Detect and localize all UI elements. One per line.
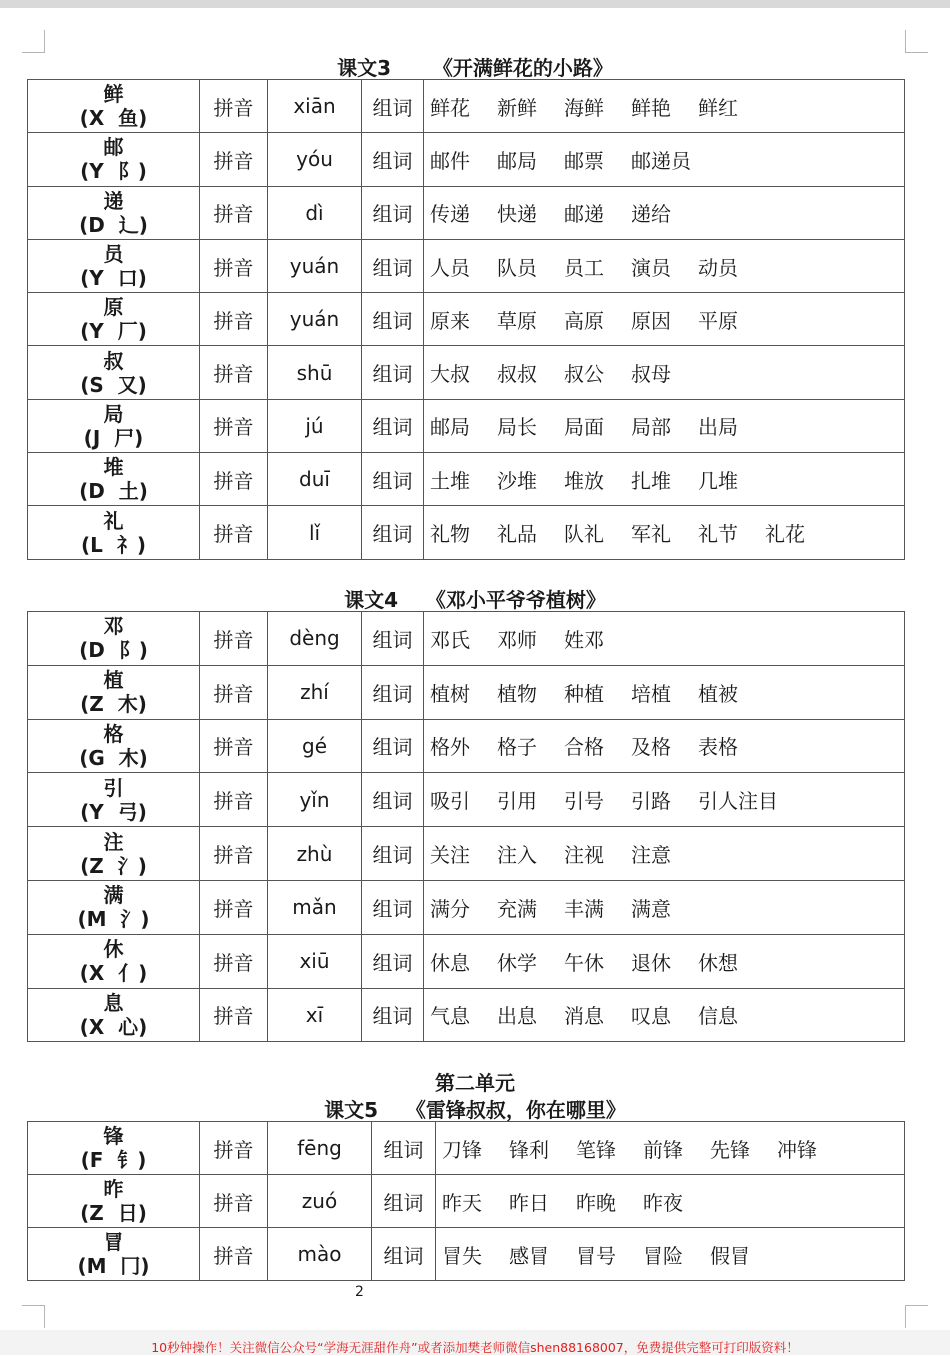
word-item: 格子 <box>497 735 537 760</box>
word-item: 前锋 <box>643 1137 683 1162</box>
pinyin-label: 拼音 <box>200 934 268 988</box>
word-item: 大叔 <box>430 362 470 387</box>
radical-hint: (F 钅) <box>80 1148 147 1172</box>
word-item: 锋利 <box>509 1137 549 1162</box>
hanzi-character: 原 <box>103 295 124 320</box>
word-item: 引号 <box>564 789 604 814</box>
word-item: 感冒 <box>509 1243 549 1268</box>
word-item: 队礼 <box>564 522 604 547</box>
word-item: 出局 <box>698 415 738 440</box>
word-item: 员工 <box>564 255 604 280</box>
word-item: 满意 <box>631 896 671 921</box>
table-row <box>28 612 905 666</box>
vocab-table <box>27 1121 905 1281</box>
table-row <box>28 1175 905 1228</box>
pinyin-value: xiān <box>268 80 362 133</box>
word-item: 培植 <box>631 681 671 706</box>
word-item: 叔母 <box>631 362 671 387</box>
hanzi-character: 休 <box>103 937 124 962</box>
word-list <box>424 506 905 559</box>
radical-hint: (X 亻) <box>79 961 148 986</box>
hanzi-character: 邓 <box>103 614 124 639</box>
pinyin-label: 拼音 <box>200 293 268 346</box>
word-item: 及格 <box>631 735 671 760</box>
word-item: 队员 <box>497 255 537 280</box>
word-list <box>424 719 905 773</box>
radical-hint: (L 礻) <box>81 532 146 557</box>
word-item: 原来 <box>430 308 470 333</box>
word-item: 局面 <box>564 415 604 440</box>
word-list <box>424 988 905 1042</box>
words-label: 组词 <box>362 133 424 186</box>
pinyin-label: 拼音 <box>200 827 268 881</box>
pinyin-value: gé <box>268 719 362 773</box>
words-label: 组词 <box>362 880 424 934</box>
word-item: 注意 <box>631 843 671 868</box>
radical-hint: (S 又) <box>80 372 147 397</box>
word-item: 昨天 <box>442 1190 482 1215</box>
table-row <box>28 1228 905 1281</box>
word-item: 原因 <box>631 308 671 333</box>
word-item: 满分 <box>430 896 470 921</box>
word-item: 邮递 <box>564 202 604 227</box>
word-item: 冒险 <box>643 1243 683 1268</box>
vocab-table <box>27 611 905 1042</box>
lesson-title: 课文5 《雷锋叔叔，你在哪里》 <box>324 1098 626 1122</box>
word-item: 递给 <box>631 202 671 227</box>
word-item: 引人注目 <box>698 789 778 814</box>
word-item: 叔叔 <box>497 362 537 387</box>
word-list <box>424 827 905 881</box>
pinyin-value: shū <box>268 346 362 399</box>
radical-hint: (Y 阝) <box>80 159 147 184</box>
word-item: 植树 <box>430 681 470 706</box>
hanzi-character: 昨 <box>103 1177 124 1201</box>
word-list <box>436 1122 905 1175</box>
footer-notice: 10秒钟操作！关注微信公众号“学海无涯甜作舟”或者添加樊老师微信shen88168007，免费提供完整可打印版资料！ <box>151 1340 799 1355</box>
word-item: 人员 <box>430 255 470 280</box>
words-label: 组词 <box>362 988 424 1042</box>
pinyin-value: duī <box>268 453 362 506</box>
pinyin-value: mǎn <box>268 880 362 934</box>
hanzi-character: 叔 <box>103 348 124 373</box>
hanzi-character: 注 <box>103 829 124 854</box>
pinyin-value: yuán <box>268 293 362 346</box>
word-item: 假冒 <box>710 1243 750 1268</box>
pinyin-value: lǐ <box>268 506 362 559</box>
words-label: 组词 <box>362 346 424 399</box>
word-item: 鲜艳 <box>631 95 671 120</box>
pinyin-value: zhù <box>268 827 362 881</box>
crop-mark-top-right <box>905 30 928 53</box>
words-label: 组词 <box>372 1228 436 1281</box>
word-item: 植被 <box>698 681 738 706</box>
pinyin-value: mào <box>268 1228 372 1281</box>
character-cell <box>28 506 200 559</box>
word-item: 冒号 <box>576 1243 616 1268</box>
word-item: 引路 <box>631 789 671 814</box>
word-item: 植物 <box>497 681 537 706</box>
word-item: 昨日 <box>509 1190 549 1215</box>
words-label: 组词 <box>362 239 424 292</box>
character-cell <box>28 133 200 186</box>
radical-hint: (M 氵) <box>77 907 150 932</box>
word-list <box>424 293 905 346</box>
radical-hint: (D 土) <box>79 479 148 504</box>
words-label: 组词 <box>362 827 424 881</box>
word-item: 姓邓 <box>564 627 604 652</box>
radical-hint: (Z 氵) <box>80 853 147 878</box>
hanzi-character: 礼 <box>103 508 124 533</box>
table-row <box>28 186 905 239</box>
word-item: 几堆 <box>698 468 738 493</box>
word-item: 种植 <box>564 681 604 706</box>
pinyin-label: 拼音 <box>200 1122 268 1175</box>
character-cell <box>28 239 200 292</box>
lesson-title: 课文4 《邓小平爷爷植树》 <box>344 588 606 612</box>
character-cell <box>28 293 200 346</box>
words-label: 组词 <box>362 719 424 773</box>
character-cell <box>28 399 200 452</box>
pinyin-value: xī <box>268 988 362 1042</box>
radical-hint: (X 鱼) <box>79 106 148 131</box>
word-item: 高原 <box>564 308 604 333</box>
table-row <box>28 719 905 773</box>
word-item: 新鲜 <box>497 95 537 120</box>
word-item: 邓氏 <box>430 627 470 652</box>
word-item: 局部 <box>631 415 671 440</box>
character-cell <box>28 988 200 1042</box>
character-cell <box>28 719 200 773</box>
character-cell <box>28 186 200 239</box>
pinyin-value: yǐn <box>268 773 362 827</box>
word-item: 邮局 <box>497 148 537 173</box>
hanzi-character: 递 <box>103 188 124 213</box>
pinyin-label: 拼音 <box>200 453 268 506</box>
pinyin-label: 拼音 <box>200 1228 268 1281</box>
pinyin-value: dèng <box>268 612 362 666</box>
word-item: 礼花 <box>765 522 805 547</box>
pinyin-value: xiū <box>268 934 362 988</box>
word-item: 动员 <box>698 255 738 280</box>
radical-hint: (Y 弓) <box>80 799 147 824</box>
hanzi-character: 堆 <box>103 455 124 480</box>
pinyin-label: 拼音 <box>200 133 268 186</box>
radical-hint: (D 阝) <box>79 638 148 663</box>
word-list <box>424 453 905 506</box>
word-item: 礼物 <box>430 522 470 547</box>
table-row <box>28 773 905 827</box>
word-list <box>424 239 905 292</box>
word-list <box>424 80 905 133</box>
word-list <box>424 880 905 934</box>
word-item: 平原 <box>698 308 738 333</box>
table-row <box>28 1122 905 1175</box>
word-item: 出息 <box>497 1004 537 1029</box>
page-number: 2 <box>355 1284 364 1300</box>
pinyin-label: 拼音 <box>200 988 268 1042</box>
word-item: 合格 <box>564 735 604 760</box>
table-row <box>28 346 905 399</box>
table-row <box>28 239 905 292</box>
word-item: 沙堆 <box>497 468 537 493</box>
hanzi-character: 鲜 <box>103 82 124 107</box>
word-item: 礼节 <box>698 522 738 547</box>
word-item: 信息 <box>698 1004 738 1029</box>
word-item: 午休 <box>564 950 604 975</box>
word-item: 邮递员 <box>631 148 691 173</box>
word-item: 休息 <box>430 950 470 975</box>
table-row <box>28 934 905 988</box>
word-item: 草原 <box>497 308 537 333</box>
table-row <box>28 506 905 559</box>
table-row <box>28 399 905 452</box>
hanzi-character: 息 <box>103 990 124 1015</box>
hanzi-character: 满 <box>103 883 124 908</box>
pinyin-value: yóu <box>268 133 362 186</box>
words-label: 组词 <box>372 1122 436 1175</box>
crop-mark-top-left <box>22 30 45 53</box>
radical-hint: (M 冂) <box>77 1254 150 1278</box>
word-item: 冲锋 <box>777 1137 817 1162</box>
table-row <box>28 293 905 346</box>
pinyin-label: 拼音 <box>200 719 268 773</box>
word-item: 休想 <box>698 950 738 975</box>
lesson-title: 课文3 《开满鲜花的小路》 <box>337 56 613 80</box>
words-label: 组词 <box>362 399 424 452</box>
pinyin-label: 拼音 <box>200 239 268 292</box>
word-list <box>424 612 905 666</box>
table-row <box>28 665 905 719</box>
radical-hint: (Y 口) <box>80 266 147 291</box>
radical-hint: (Z 日) <box>80 1201 147 1225</box>
pinyin-label: 拼音 <box>200 665 268 719</box>
word-item: 传递 <box>430 202 470 227</box>
word-item: 邓师 <box>497 627 537 652</box>
words-label: 组词 <box>362 773 424 827</box>
word-item: 休学 <box>497 950 537 975</box>
word-item: 鲜花 <box>430 95 470 120</box>
pinyin-value: jú <box>268 399 362 452</box>
words-label: 组词 <box>362 453 424 506</box>
table-row <box>28 827 905 881</box>
word-item: 邮局 <box>430 415 470 440</box>
hanzi-character: 局 <box>103 401 124 426</box>
word-list <box>424 186 905 239</box>
word-item: 演员 <box>631 255 671 280</box>
word-list <box>424 399 905 452</box>
word-item: 笔锋 <box>576 1137 616 1162</box>
word-item: 关注 <box>430 843 470 868</box>
pinyin-label: 拼音 <box>200 346 268 399</box>
words-label: 组词 <box>362 934 424 988</box>
character-cell <box>28 880 200 934</box>
hanzi-character: 邮 <box>103 135 124 160</box>
word-item: 刀锋 <box>442 1137 482 1162</box>
hanzi-character: 格 <box>103 721 124 746</box>
word-item: 表格 <box>698 735 738 760</box>
radical-hint: (X 心) <box>79 1014 148 1039</box>
words-label: 组词 <box>362 80 424 133</box>
table-row <box>28 880 905 934</box>
word-item: 充满 <box>497 896 537 921</box>
character-cell <box>28 665 200 719</box>
character-cell <box>28 1122 200 1175</box>
table-row <box>28 80 905 133</box>
hanzi-character: 植 <box>103 668 124 693</box>
pinyin-label: 拼音 <box>200 612 268 666</box>
vocab-table <box>27 79 905 560</box>
word-item: 冒失 <box>442 1243 482 1268</box>
top-bar <box>0 0 950 8</box>
table-row <box>28 133 905 186</box>
word-item: 土堆 <box>430 468 470 493</box>
word-list <box>424 665 905 719</box>
word-item: 局长 <box>497 415 537 440</box>
word-item: 消息 <box>564 1004 604 1029</box>
pinyin-label: 拼音 <box>200 399 268 452</box>
word-item: 退休 <box>631 950 671 975</box>
hanzi-character: 员 <box>103 242 124 267</box>
word-item: 邮件 <box>430 148 470 173</box>
word-item: 叹息 <box>631 1004 671 1029</box>
character-cell <box>28 453 200 506</box>
words-label: 组词 <box>362 665 424 719</box>
radical-hint: (Y 厂) <box>80 319 147 344</box>
word-list <box>436 1175 905 1228</box>
character-cell <box>28 346 200 399</box>
pinyin-value: fēng <box>268 1122 372 1175</box>
character-cell <box>28 612 200 666</box>
pinyin-label: 拼音 <box>200 80 268 133</box>
word-list <box>424 133 905 186</box>
word-item: 先锋 <box>710 1137 750 1162</box>
hanzi-character: 锋 <box>103 1124 124 1148</box>
character-cell <box>28 1228 200 1281</box>
pinyin-label: 拼音 <box>200 1175 268 1228</box>
word-item: 军礼 <box>631 522 671 547</box>
word-item: 邮票 <box>564 148 604 173</box>
radical-hint: (Z 木) <box>80 692 147 717</box>
crop-mark-bottom-left <box>22 1305 45 1328</box>
words-label: 组词 <box>362 186 424 239</box>
word-item: 引用 <box>497 789 537 814</box>
word-item: 叔公 <box>564 362 604 387</box>
words-label: 组词 <box>362 612 424 666</box>
words-label: 组词 <box>372 1175 436 1228</box>
pinyin-value: dì <box>268 186 362 239</box>
word-item: 气息 <box>430 1004 470 1029</box>
word-item: 昨夜 <box>643 1190 683 1215</box>
word-item: 注入 <box>497 843 537 868</box>
word-item: 吸引 <box>430 789 470 814</box>
word-item: 堆放 <box>564 468 604 493</box>
pinyin-label: 拼音 <box>200 880 268 934</box>
character-cell <box>28 827 200 881</box>
word-item: 格外 <box>430 735 470 760</box>
word-list <box>424 346 905 399</box>
pinyin-label: 拼音 <box>200 773 268 827</box>
radical-hint: (G 木) <box>79 745 148 770</box>
words-label: 组词 <box>362 293 424 346</box>
radical-hint: (J 尸) <box>83 425 144 450</box>
character-cell <box>28 934 200 988</box>
hanzi-character: 冒 <box>103 1230 124 1254</box>
word-list <box>436 1228 905 1281</box>
word-list <box>424 934 905 988</box>
words-label: 组词 <box>362 506 424 559</box>
crop-mark-bottom-right <box>905 1305 928 1328</box>
character-cell <box>28 773 200 827</box>
unit-title: 第二单元 <box>435 1071 515 1095</box>
word-item: 扎堆 <box>631 468 671 493</box>
radical-hint: (D 辶) <box>79 212 148 237</box>
hanzi-character: 引 <box>103 775 124 800</box>
word-item: 海鲜 <box>564 95 604 120</box>
pinyin-value: zuó <box>268 1175 372 1228</box>
word-item: 昨晚 <box>576 1190 616 1215</box>
character-cell <box>28 1175 200 1228</box>
pinyin-label: 拼音 <box>200 186 268 239</box>
word-item: 鲜红 <box>698 95 738 120</box>
character-cell <box>28 80 200 133</box>
word-item: 丰满 <box>564 896 604 921</box>
pinyin-value: yuán <box>268 239 362 292</box>
word-item: 快递 <box>497 202 537 227</box>
word-item: 礼品 <box>497 522 537 547</box>
word-list <box>424 773 905 827</box>
pinyin-label: 拼音 <box>200 506 268 559</box>
table-row <box>28 453 905 506</box>
table-row <box>28 988 905 1042</box>
word-item: 注视 <box>564 843 604 868</box>
pinyin-value: zhí <box>268 665 362 719</box>
